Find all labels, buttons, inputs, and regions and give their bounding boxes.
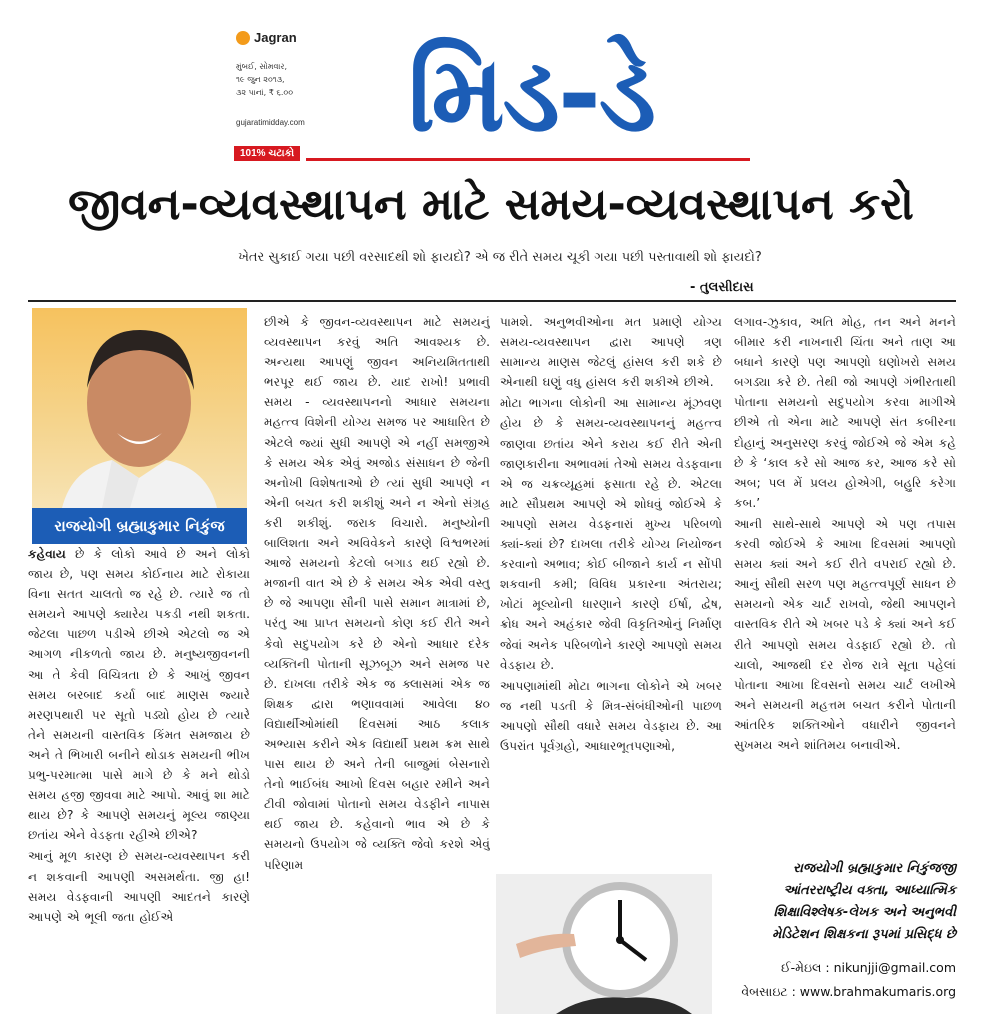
quote-author: - તુલસીદાસ <box>690 280 754 295</box>
tagline-badge: 101% ચટાકો <box>234 146 300 161</box>
jagran-brand <box>236 30 297 45</box>
paragraph-text: છે કે લોકો આવે છે અને લોકો જાય છે, પણ સમય કોઈનાય માટે રોકાયા વિના સતત ચાલતો જ રહે છે. ત્યારે જ તો સમયને આપણે ક્યારેય પકડી નથી શકતા. જેટલા પાછળ પડીએ છીએ એટલો જ એ આગળ નીકળતો જાય છે. મનુષ્યજીવનની આ તે કેવી વિચિત્રતા છે કે આખું જીવન સમય બરબાદ કર્યા બાદ માણસ જ્યારે મરણપથારી પર સૂતો પડ્યો હોય છે ત્યારે તેને સમયની વાસ્તવિક કિંમત સમજાય છે અને તે ભિખારી બનીને થોડાક સમયની ભીખ પ્રભુ-પરમાત્મા પાસે માગે છે કે મને થોડો સમય હજી જીવવા માટે આપો. આવું શા માટે થાય છે? કે આપણે સમયનું મૂલ્ય જાણ્યા છતાંય એને વેડફતા રહીએ છીએ? <box>28 547 250 843</box>
article-column-2 <box>264 312 490 1014</box>
signature-line: રાજયોગી બ્રહ્માકુમાર નિકુંજજી <box>793 861 956 876</box>
article-column-4 <box>734 312 956 872</box>
website-link[interactable]: વેબસાઇટ : www.brahmakumaris.org <box>741 984 956 999</box>
paragraph: લગાવ-ઝુકાવ, અતિ મોહ, તન અને મનને બીમાર કરી નાખનારી ચિંતા અને તાણ આ બધાને કારણે પણ આપણો ઘણોખરો સમય બગડ્યા કરે છે. તેથી જો આપણે ગંભીરતાથી પોતાના સમયનો સદુપયોગ કરવા માગીએ છીએ તો એના માટે આપણે સંત કબીરના દોહાનું અનુસરણ કરવું જોઈએ જે એમ કહે છે કે ‘કાલ કરે સો આજ કર, આજ કરે સો અબ; પલ મેં પ્રલય હોએગી, બહુરિ કરેગા કબ.’ <box>734 315 956 510</box>
paragraph: આપણામાંથી મોટા ભાગના લોકોને એ ખબર જ નથી પડતી કે મિત્ર-સંબંધીઓની પાછળ આપણો સૌથી વધારે સમય વેડફાય છે. આ ઉપરાંત પૂર્વગ્રહો, આધારભૂતપણાઓ, <box>500 678 722 753</box>
author-byline: રાજયોગી બ્રહ્માકુમાર નિકુંજ <box>32 508 247 544</box>
website-url: gujaratimidday.com <box>236 118 305 127</box>
paragraph: મોટા ભાગના લોકોની આ સામાન્ય મૂંઝવણ હોય છે કે સમય-વ્યવસ્થાપનનું મહત્ત્વ જાણવા છતાંય એને કરાય કઈ રીતે એની જાણકારીના અભાવમાં તેઓ સમય વેડફવાના એ જ ચક્રવ્યૂહમાં ફસાતા રહે છે. એટલા માટે સૌપ્રથમ આપણે એ શોધવું જોઈએ કે આપણો સમય વેડફનારાં મુખ્ય પરિબળો ક્યાં-ક્યાં છે? દાખલા તરીકે યોગ્ય નિયોજન કરવાનો અભાવ; કોઈ બીજાને કાર્ય ન સોંપી શકવાની કમી; વિવિધ પ્રકારના અંતરાય; ખોટાં મૂલ્યોની ધારણાને કારણે ઈર્ષા, દ્વેષ, ક્રોધ અને અહંકાર જેવી વિકૃતિઓનું નિર્માણ જેવાં અનેક પરિબળોને કારણે આપણો સમય વેડફાય છે. <box>500 396 722 672</box>
logo-underline <box>306 158 750 161</box>
date-line: ૩૨ પાનાં, ₹ ૬.૦૦ <box>236 88 294 97</box>
paragraph: પામશે. અનુભવીઓના મત પ્રમાણે યોગ્ય સમય-વ્યવસ્થાપન દ્વારા આપણે ત્રણ સામાન્ય માણસ જેટલું હાંસલ કરી શકે છે એનાથી ઘણું વધુ હાંસલ કરી શકીએ છીએ. <box>500 315 722 390</box>
signature-line: શિક્ષાવિશ્લેષક-લેખક અને અનુભવી <box>773 905 956 920</box>
contact-info <box>734 956 956 1004</box>
date-line: ૧૯ જુન ૨૦૧૩, <box>236 75 285 84</box>
author-photo <box>32 308 247 508</box>
article-column-1 <box>28 544 250 1014</box>
paragraph <box>28 544 250 845</box>
signature-line: આંતરરાષ્ટ્રીય વક્તા, આધ્યાત્મિક <box>783 883 956 898</box>
date-line: મુંબઈ, સોમવાર, <box>236 62 288 71</box>
sun-logo-icon <box>236 31 250 45</box>
paragraph: આની સાથે-સાથે આપણે એ પણ તપાસ કરવી જોઈએ કે આખા દિવસમાં આપણો સમય ક્યાં અને કઈ રીતે વપરાઈ રહ્યો છે. આનું સૌથી સરળ પણ મહત્ત્વપૂર્ણ સાધન છે સમયનો એક ચાર્ટ રાખવો, જેથી આપણને વાસ્તવિક રીતે એ ખબર પડે કે ક્યાં અને કઈ રીતે આપણો સમય વેડફાઈ રહ્યો છે. તો ચાલો, આજથી દર રોજ રાત્રે સૂતા પહેલાં પોતાના આખા દિવસનો સમય ચાર્ટ લખીએ અને સમયની મહત્તમ બચત કરીને પોતાની આંતરિક શક્તિઓને વધારીને જીવનને સુખમય અને શાંતિમય બનાવીએ. <box>734 516 956 752</box>
clock-photo <box>496 874 712 1014</box>
lead-word: કહેવાય <box>28 547 66 561</box>
masthead-logo <box>306 30 750 164</box>
signature-line: મેડિટેશન શિક્ષકના રૂપમાં પ્રસિદ્ધ છે <box>772 927 956 942</box>
author-signature <box>734 858 956 946</box>
headline: જીવન-વ્યવસ્થાપન માટે સમય-વ્યવસ્થાપન કરો <box>68 179 914 230</box>
pull-quote: ખેતર સુકાઈ ગયા પછી વરસાદથી શો ફાયદો? એ જ રીતે સમય ચૂકી ગયા પછી પસ્તાવાથી શો ફાયદો? <box>238 250 762 265</box>
email-link[interactable]: ઈ-મેઇલ : nikunjji@gmail.com <box>780 960 956 975</box>
article-column-3 <box>500 312 722 872</box>
paragraph: આનું મૂળ કારણ છે સમય-વ્યવસ્થાપન કરી ન શકવાની આપણી અસમર્થતા. જી હા! સમય વેડફવાની આપણી આદતને કારણે આપણે એ ભૂલી જતા હોઈએ <box>28 849 250 924</box>
publisher-name: Jagran <box>254 30 297 45</box>
paragraph: છીએ કે જીવન-વ્યવસ્થાપન માટે સમયનું વ્યવસ્થાપન કરવું અતિ આવશ્યક છે. અન્યથા આપણું જીવન અનિયમિતતાથી ભરપૂર થઈ જાય છે. યાદ રાખો! પ્રભાવી સમય - વ્યવસ્થાપનનો આધાર સમયના મહત્ત્વ વિશેની યોગ્ય સમજ પર આધારિત છે એટલે જ્યાં સુધી આપણે એ નહીં સમજીએ કે સમય એક એવું અજોડ સંસાધન છે જેની અનોખી વિશેષતાઓ છે ત્યાં સુધી આપણે ન એની બચત કરી શકીશું અને ન એનો સંગ્રહ કરી શકીશું. જરાક વિચારો. મનુષ્યોની બાલિશતા અને અવિવેકને કારણે વિશ્વભરમાં આજે સમયનો કેટલો બગાડ થઈ રહ્યો છે. મજાની વાત એ છે કે સમય એક એવી વસ્તુ છે જે આપણા સૌની પાસે સમાન માત્રામાં છે, પરંતુ આ પ્રાપ્ત સમયનો કોણ કઈ રીતે અને કેવો સદુપયોગ કરે છે એનો આધાર દરેક વ્યક્તિની પોતાની સૂઝબૂઝ અને સમજ પર છે. દાખલા તરીકે એક જ ક્લાસમાં એક જ શિક્ષક દ્વારા ભણાવવામાં આવેલા ૪૦ વિદ્યાર્થીઓમાંથી દિવસમાં આઠ કલાક અભ્યાસ કરીને એક વિદ્યાર્થી પ્રથમ ક્રમ સાથે પાસ થાય છે અને તેની બાજુમાં બેસનારો તેનો ભાઈબંધ આખો દિવસ બહાર રમીને અને ટીવી જોવામાં પોતાનો સમય વેડફીને નાપાસ થઈ જાય છે. કહેવાનો ભાવ એ છે કે સમયનો ઉપયોગ જે વ્યક્તિ જેવો કરશે એવું પરિણામ <box>264 315 490 872</box>
dateline <box>236 60 306 99</box>
logo-text: મિડ-ડે <box>407 33 655 155</box>
divider <box>28 300 956 302</box>
